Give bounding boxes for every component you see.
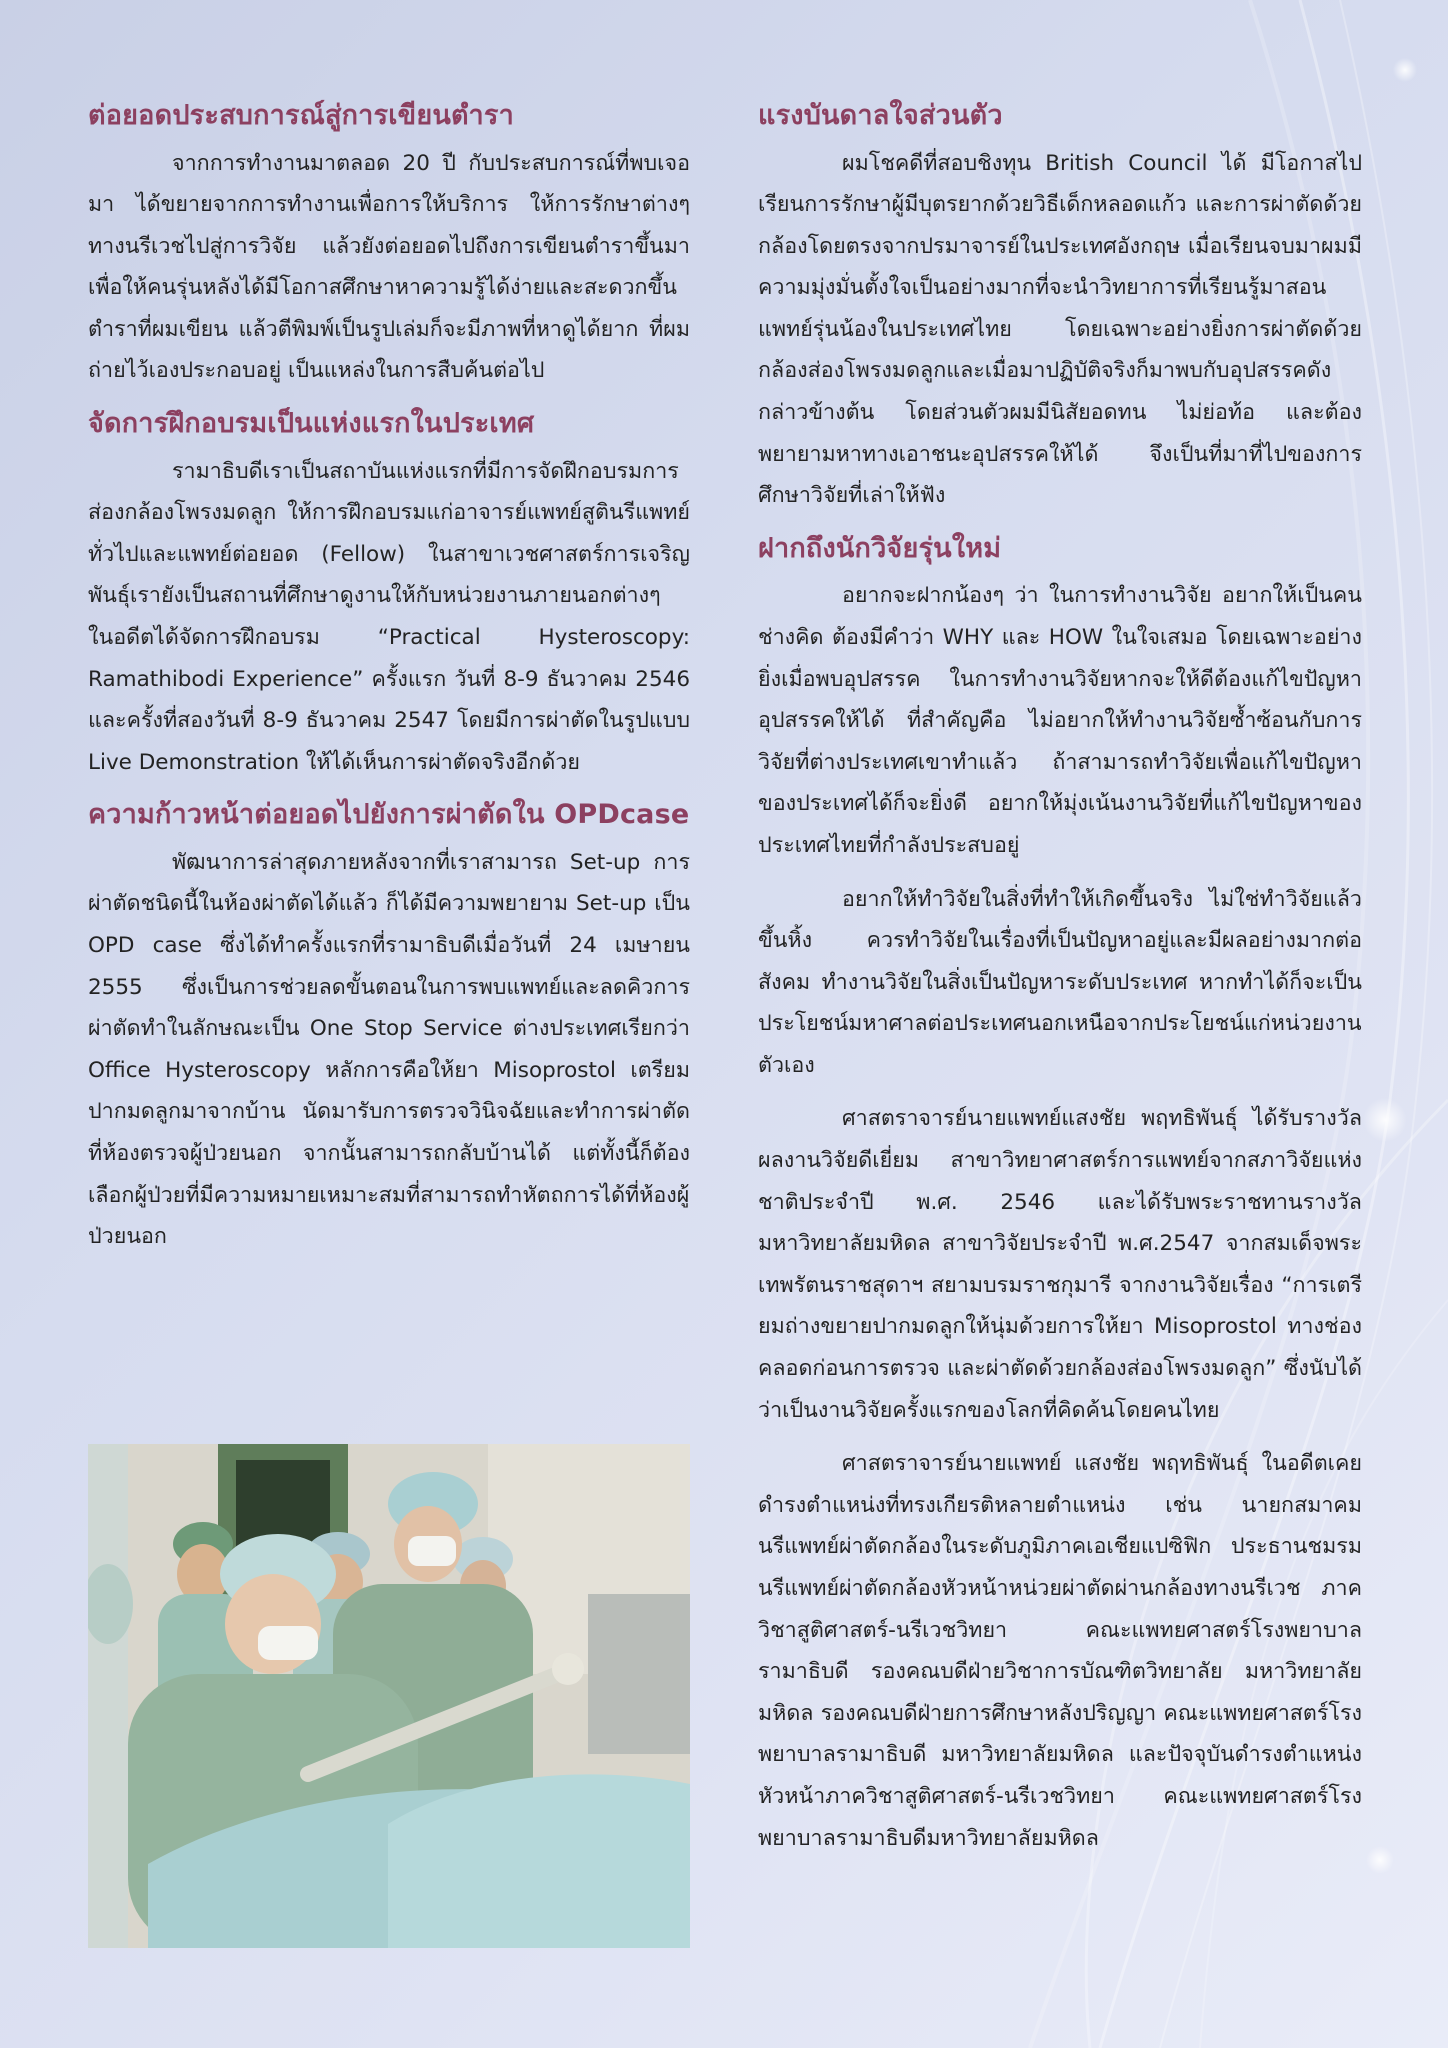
surgery-photo-illustration [88, 1444, 690, 1948]
section-paragraph: รามาธิบดีเราเป็นสถาบันแห่งแรกที่มีการจัดฝึกอบรมการส่องกล้องโพรงมดลูก ให้การฝึกอบรมแก่อาจารย์แพทย์สูตินรีแพทย์ทั่วไปและแพทย์ต่อยอด (Fellow) ในสาขาเวชศาสตร์การเจริญพันธุ์เรายังเป็นสถานที่ศึกษาดูงานให้กับหน่วยงานภายนอกต่างๆ ในอดีตได้จัดการฝึกอบรม “Practical Hysteroscopy: Ramathibodi Experience” ครั้งแรก วันที่ 8-9 ธันวาคม 2546 และครั้งที่สองวันที่ 8-9 ธันวาคม 2547 โดยมีการผ่าตัดในรูปแบบ Live Demonstration ให้ได้เห็นการผ่าตัดจริงอีกด้วย [88, 458, 690, 775]
section-personal-inspiration [758, 96, 1362, 517]
left-column [88, 96, 690, 1270]
section-paragraph: ศาสตราจารย์นายแพทย์ แสงชัย พฤทธิพันธุ์ ในอดีตเคยดำรงตำแหน่งที่ทรงเกียรติหลายตำแหน่ง เช่น นายกสมาคมนรีแพทย์ผ่าตัดกล้องในระดับภูมิภาคเอเชียแปซิฟิก ประธานชมรมนรีแพทย์ผ่าตัดกล้องหัวหน้าหน่วยผ่าตัดผ่านกล้องทางนรีเวช ภาควิชาสูติศาสตร์-นรีเวชวิทยา คณะแพทยศาสตร์โรงพยาบาลรามาธิบดี รองคณบดีฝ่ายวิชาการบัณฑิตวิทยาลัย มหาวิทยาลัยมหิดล รองคณบดีฝ่ายการศึกษาหลังปริญญา คณะแพทยศาสตร์โรงพยาบาลรามาธิบดี มหาวิทยาลัยมหิดล และปัจจุบันดำรงตำแหน่งหัวหน้าภาควิชาสูติศาสตร์-นรีเวชวิทยา คณะแพทยศาสตร์โรงพยาบาลรามาธิบดีมหาวิทยาลัยมหิดล [758, 1451, 1362, 1851]
section-heading: ฝากถึงนักวิจัยรุ่นใหม่ [758, 532, 1002, 564]
section-paragraph: ผมโชคดีที่สอบชิงทุน British Council ได้ มีโอกาสไปเรียนการรักษาผู้มีบุตรยากด้วยวิธีเด็กหลอดแก้ว และการผ่าตัดด้วยกล้องโดยตรงจากปรมาจารย์ในประเทศอังกฤษ เมื่อเรียนจบมาผมมีความมุ่งมั่นตั้งใจเป็นอย่างมากที่จะนำวิทยาการที่เรียนรู้มาสอนแพทย์รุ่นน้องในประเทศไทย โดยเฉพาะอย่างยิ่งการผ่าตัดด้วยกล้องส่องโพรงมดลูกและเมื่อมาปฏิบัติจริงก็มาพบกับอุปสรรคดังกล่าวข้างต้น โดยส่วนตัวผมมีนิสัยอดทน ไม่ย่อท้อ และต้องพยายามหาทางเอาชนะอุปสรรคให้ได้ จึงเป็นที่มาที่ไปของการศึกษาวิจัยที่เล่าให้ฟัง [758, 150, 1362, 509]
section-paragraph: จากการทำงานมาตลอด 20 ปี กับประสบการณ์ที่พบเจอมา ได้ขยายจากการทำงานเพื่อการให้บริการ ให้การรักษาต่างๆ ทางนรีเวชไปสู่การวิจัย แล้วยังต่อยอดไปถึงการเขียนตำราขึ้นมา เพื่อให้คนรุ่นหลังได้มีโอกาสศึกษาหาความรู้ได้ง่ายและสะดวกขึ้น ตำราที่ผมเขียน แล้วตีพิมพ์เป็นรูปเล่มก็จะมีภาพที่หาดูได้ยาก ที่ผมถ่ายไว้เองประกอบอยู่ เป็นแหล่งในการสืบค้นต่อไป [88, 150, 690, 384]
section-heading: แรงบันดาลใจส่วนตัว [758, 100, 1003, 131]
surgery-team-photo [88, 1444, 690, 1948]
section-opd-case-progress [88, 795, 690, 1257]
section-writing-textbooks [88, 96, 690, 392]
section-heading: ความก้าวหน้าต่อยอดไปยังการผ่าตัดใน OPDcase [88, 799, 690, 831]
section-heading: ต่อยอดประสบการณ์สู่การเขียนตำรา [88, 100, 514, 131]
section-paragraph: อยากจะฝากน้องๆ ว่า ในการทำงานวิจัย อยากให้เป็นคนช่างคิด ต้องมีคำว่า WHY และ HOW ในใจเสมอ โดยเฉพาะอย่างยิ่งเมื่อพบอุปสรรค ในการทำงานวิจัยหากจะให้ดีต้องแก้ไขปัญหาอุปสรรคให้ได้ ที่สำคัญคือ ไม่อยากให้ทำงานวิจัยซ้ำซ้อนกับการวิจัยที่ต่างประเทศเขาทำแล้ว ถ้าสามารถทำวิจัยเพื่อแก้ไขปัญหาของประเทศได้ก็จะยิ่งดี อยากให้มุ่งเน้นงานวิจัยที่แก้ไขปัญหาของประเทศไทยที่กำลังประสบอยู่ [758, 583, 1362, 858]
section-heading: จัดการฝึกอบรมเป็นแห่งแรกในประเทศ [88, 408, 535, 440]
section-message-to-new-researchers [758, 529, 1362, 1859]
section-paragraph: ศาสตราจารย์นายแพทย์แสงชัย พฤทธิพันธุ์ ได้รับรางวัลผลงานวิจัยดีเยี่ยม สาขาวิทยาศาสตร์การแพทย์จากสภาวิจัยแห่งชาติประจำปี พ.ศ. 2546 และได้รับพระราชทานรางวัลมหาวิทยาลัยมหิดล สาขาวิจัยประจำปี พ.ศ.2547 จากสมเด็จพระเทพรัตนราชสุดาฯ สยามบรมราชกุมารี จากงานวิจัยเรื่อง “การเตรียมถ่างขยายปากมดลูกให้นุ่มด้วยการให้ยา Misoprostol ทางช่องคลอดก่อนการตรวจ และผ่าตัดด้วยกล้องส่องโพรงมดลูก” ซึ่งนับได้ว่าเป็นงานวิจัยครั้งแรกของโลกที่คิดค้นโดยคนไทย [758, 1106, 1362, 1423]
section-paragraph: อยากให้ทำวิจัยในสิ่งที่ทำให้เกิดขึ้นจริง ไม่ใช่ทำวิจัยแล้วขึ้นหิ้ง ควรทำวิจัยในเรื่องที่เป็นปัญหาอยู่และมีผลอย่างมากต่อสังคม ทำงานวิจัยในสิ่งเป็นปัญหาระดับประเทศ หากทำได้ก็จะเป็นประโยชน์มหาศาลต่อประเทศนอกเหนือจากประโยชน์แก่หน่วยงานตัวเอง [758, 886, 1362, 1078]
section-first-training-in-country [88, 404, 690, 783]
right-column [758, 96, 1362, 1871]
section-paragraph: พัฒนาการล่าสุดภายหลังจากที่เราสามารถ Set-up การผ่าตัดชนิดนี้ในห้องผ่าตัดได้แล้ว ก็ได้มีความพยายาม Set-up เป็น OPD case ซึ่งได้ทำครั้งแรกที่รามาธิบดีเมื่อวันที่ 24 เมษายน 2555 ซึ่งเป็นการช่วยลดขั้นตอนในการพบแพทย์และลดคิวการผ่าตัดทำในลักษณะเป็น One Stop Service ต่างประเทศเรียกว่า Office Hysteroscopy หลักการคือให้ยา Misoprostol เตรียมปากมดลูกมาจากบ้าน นัดมารับการตรวจวินิจฉัยและทำการผ่าตัดที่ห้องตรวจผู้ป่วยนอก จากนั้นสามารถกลับบ้านได้ แต่ทั้งนี้ก็ต้องเลือกผู้ป่วยที่มีความหมายเหมาะสมที่สามารถทำหัตถการได้ที่ห้องผู้ป่วยนอก [88, 849, 690, 1250]
